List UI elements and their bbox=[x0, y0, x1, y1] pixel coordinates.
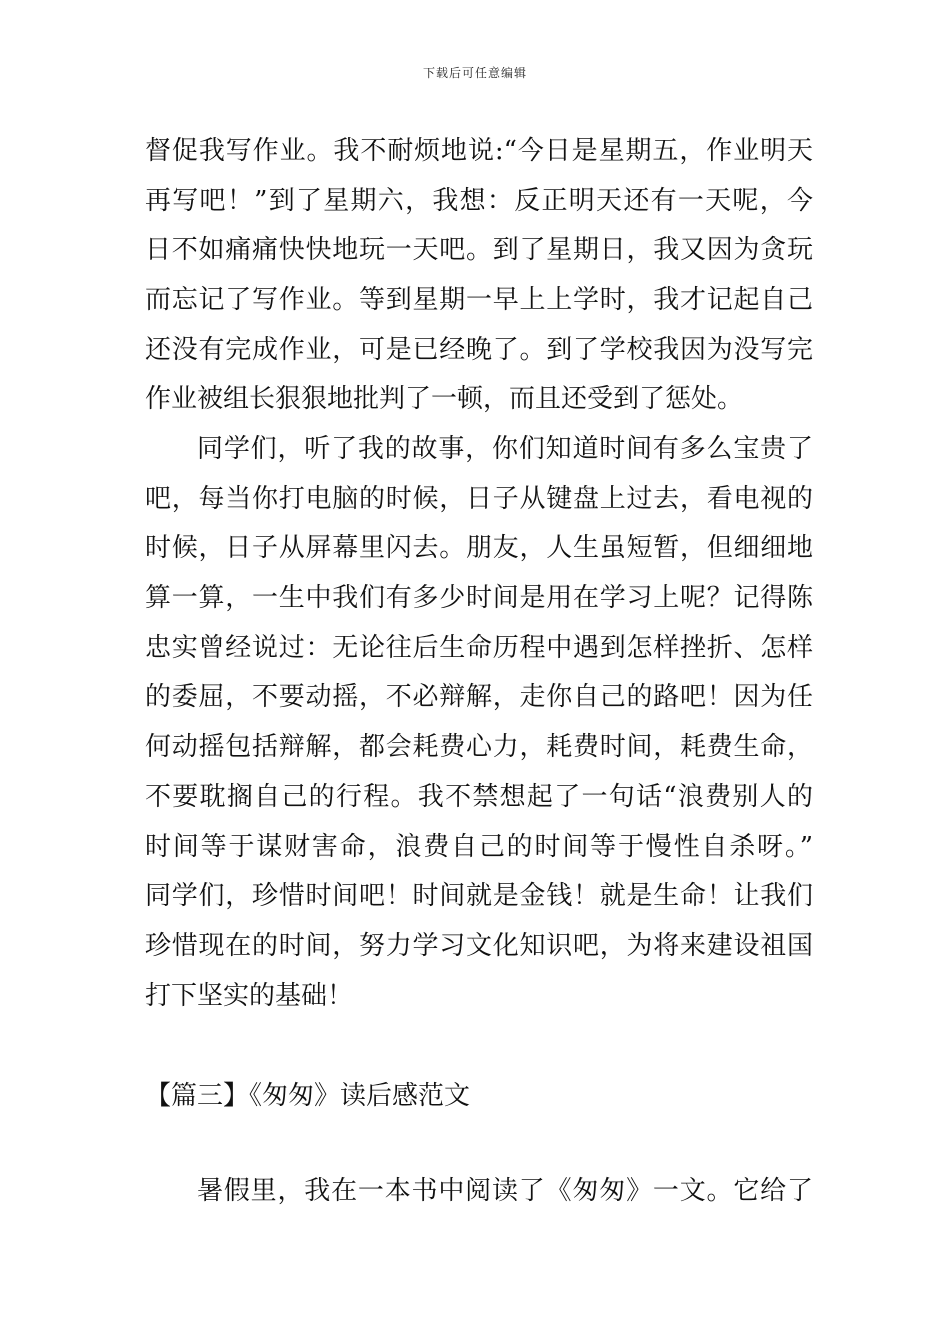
paragraph-3 bbox=[145, 1167, 813, 1217]
paragraph-2 bbox=[145, 425, 813, 1021]
text-line: 算一算，一生中我们有多少时间是用在学习上呢？记得陈 bbox=[145, 583, 813, 614]
text-line: 忠实曾经说过：无论往后生命历程中遇到怎样挫折、怎样 bbox=[145, 632, 813, 663]
text-line: 珍惜现在的时间，努力学习文化知识吧，为将来建设祖国 bbox=[145, 930, 813, 961]
text-line: 而忘记了写作业。等到星期一早上上学时，我才记起自己 bbox=[145, 285, 813, 316]
text-line: 吧，每当你打电脑的时候，日子从键盘上过去，看电视的 bbox=[145, 483, 813, 514]
page-header: 下载后可任意编辑 bbox=[422, 66, 527, 80]
text-line: 同学们，珍惜时间吧！时间就是金钱！就是生命！让我们 bbox=[145, 881, 813, 912]
text-line: 同学们，听了我的故事，你们知道时间有多么宝贵了 bbox=[197, 434, 813, 464]
text-line: 不要耽搁自己的行程。我不禁想起了一句话“浪费别人的 bbox=[145, 781, 813, 812]
section-heading: 【篇三】《匆匆》读后感范文 bbox=[145, 1081, 471, 1111]
text-line: 时候，日子从屏幕里闪去。朋友，人生虽短暂，但细细地 bbox=[145, 533, 813, 564]
text-line: 暑假里，我在一本书中阅读了《匆匆》一文。它给了 bbox=[197, 1176, 813, 1206]
text-line: 还没有完成作业，可是已经晚了。到了学校我因为没写完 bbox=[145, 334, 813, 365]
text-line: 打下坚实的基础！ bbox=[145, 980, 354, 1011]
text-line: 再写吧！”到了星期六，我想：反正明天还有一天呢，今 bbox=[145, 185, 813, 216]
text-line: 的委屈，不要动摇，不必辩解，走你自己的路吧！因为任 bbox=[145, 682, 813, 713]
text-line: 时间等于谋财害命，浪费自己的时间等于慢性自杀呀。” bbox=[145, 831, 813, 862]
text-line: 日不如痛痛快快地玩一天吧。到了星期日，我又因为贪玩 bbox=[145, 235, 813, 266]
text-line: 督促我写作业。我不耐烦地说:“今日是星期五，作业明天 bbox=[145, 136, 813, 166]
paragraph-1 bbox=[145, 127, 813, 425]
text-line: 作业被组长狠狠地批判了一顿，而且还受到了惩处。 bbox=[145, 384, 744, 415]
text-line: 何动摇包括辩解，都会耗费心力，耗费时间，耗费生命， bbox=[145, 732, 813, 763]
